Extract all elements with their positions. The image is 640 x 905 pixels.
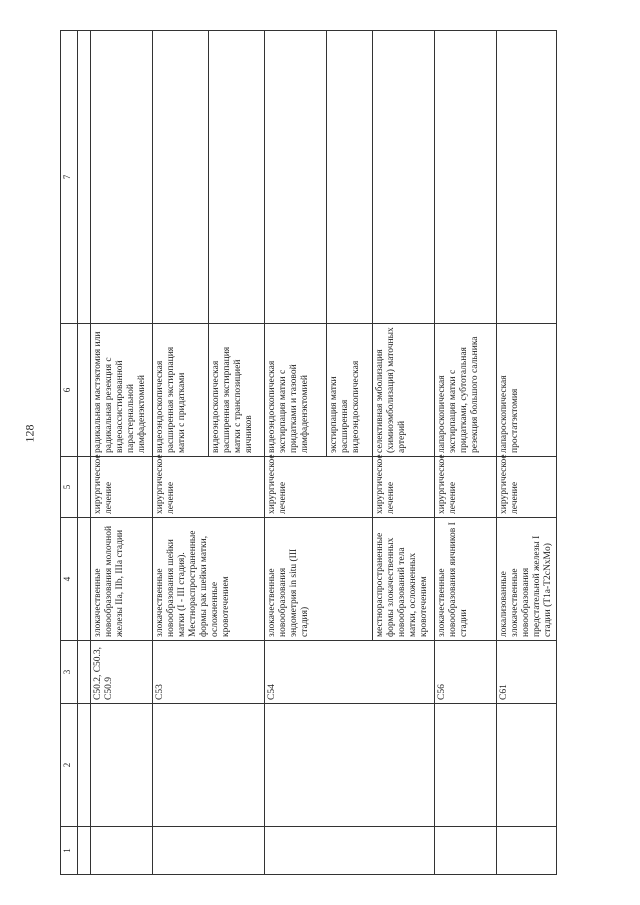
disease-cell: локализованные злокачественные новообразования предстательной железы I стадии (T1a-T2cNxMo): [497, 518, 557, 641]
treatment-cell: хирургическое лечение: [373, 457, 435, 518]
treatment-table: [60, 30, 557, 875]
col-header-4: 4: [61, 518, 78, 641]
code-cell: C54: [265, 641, 435, 704]
method-cell: видеоэндоскопическая расширенная экстирпация матки с транспозицией яичников: [209, 324, 265, 457]
header-row: [61, 31, 78, 875]
code-cell: C56: [435, 641, 497, 704]
code-cell: C50.2, C50.3, C50.9: [91, 641, 153, 704]
method-cell: радикальная мастэктомия или радикальная резекция с видеоассистированной парастернальной лимфаденэктомией: [91, 324, 153, 457]
table-row: [91, 31, 153, 875]
method-cell: лапароскопическая простатэктомия: [497, 324, 557, 457]
treatment-cell: хирургическое лечение: [435, 457, 497, 518]
col-header-5: 5: [61, 457, 78, 518]
table-row: [497, 31, 557, 875]
treatment-cell: хирургическое лечение: [153, 457, 265, 518]
page-number: 128: [22, 424, 37, 443]
method-cell: селективная эмболизация (химиоэмболизация) маточных артерий: [373, 324, 435, 457]
table-row: [265, 31, 327, 875]
code-cell: C53: [153, 641, 265, 704]
method-cell: видеоэндоскопическая расширенная экстирпация матки с придатками: [153, 324, 209, 457]
spacer-row: [78, 31, 91, 875]
rotated-table-container: [60, 30, 580, 875]
disease-cell: местнораспространенные формы злокачественных новообразований тела матки, осложненных кровотечением: [373, 518, 435, 641]
col-header-2: 2: [61, 704, 78, 827]
method-cell: видеоэндоскопическая экстирпация матки с придатками и тазовой лимфаденэктомией: [265, 324, 327, 457]
disease-cell: злокачественные новообразования молочной железы IIa, IIb, IIIa стадии: [91, 518, 153, 641]
treatment-cell: хирургическое лечение: [91, 457, 153, 518]
treatment-cell: хирургическое лечение: [265, 457, 373, 518]
disease-cell: злокачественные новообразования яичников I стадии: [435, 518, 497, 641]
treatment-cell: хирургическое лечение: [497, 457, 557, 518]
table-row: [153, 31, 209, 875]
disease-cell: злокачественные новообразования эндометрия in situ (III стадия): [265, 518, 373, 641]
col-header-6: 6: [61, 324, 78, 457]
table-row: [435, 31, 497, 875]
col-header-1: 1: [61, 827, 78, 875]
col-header-3: 3: [61, 641, 78, 704]
method-cell: лапароскопическая экстирпация матки с придатками, субтотальная резекция большого сальника: [435, 324, 497, 457]
col-header-7: 7: [61, 31, 78, 324]
disease-cell: злокачественные новообразования шейки матки (I - III стадия). Местнораспространенные формы рак шейки матки, осложненные кровотечением: [153, 518, 265, 641]
method-cell: экстирпация матки расширенная видеоэндоскопическая: [327, 324, 373, 457]
code-cell: C61: [497, 641, 557, 704]
